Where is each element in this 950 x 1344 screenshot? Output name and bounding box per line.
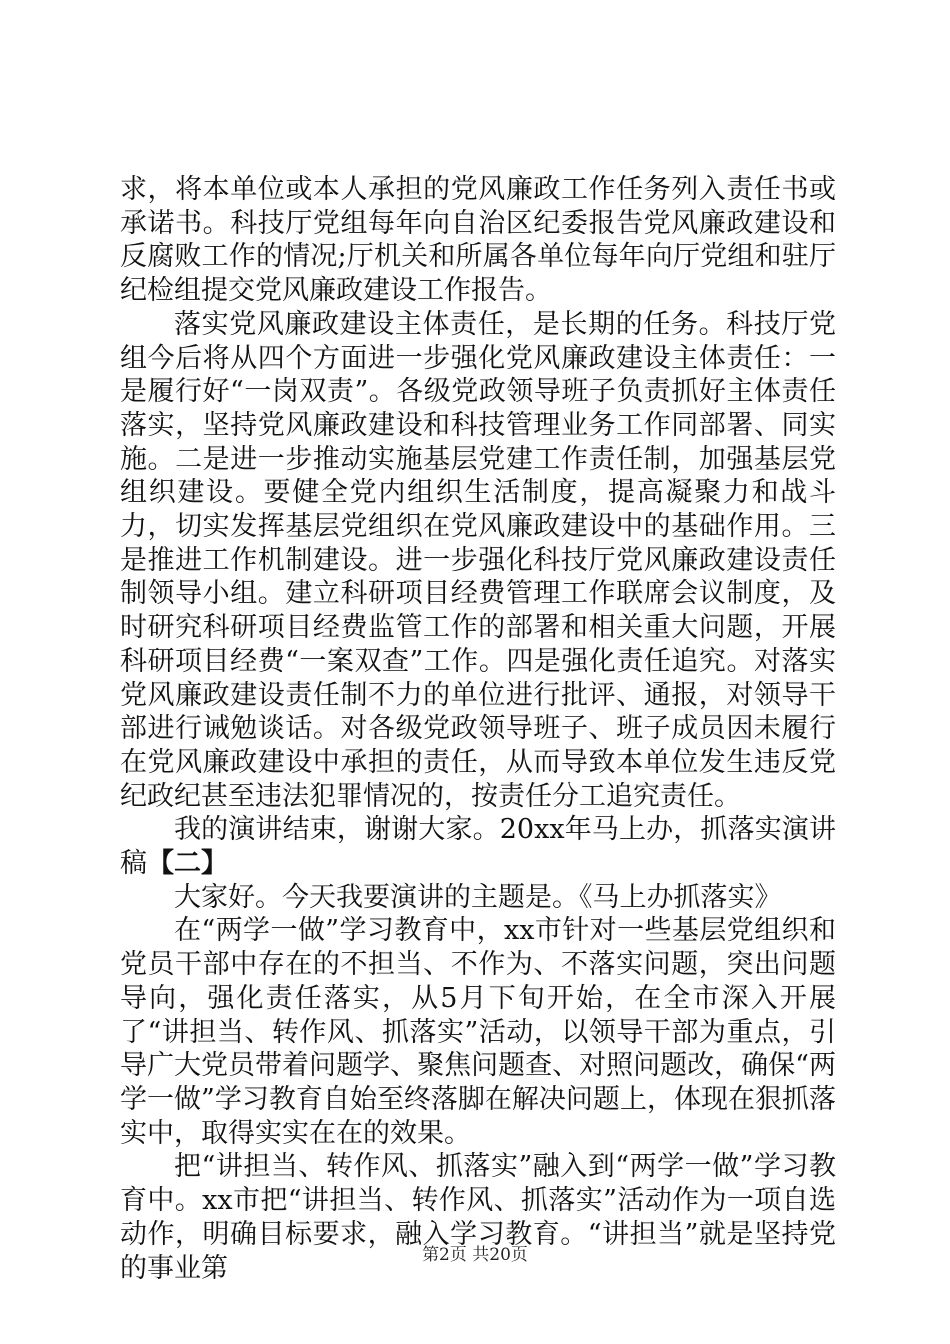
paragraph-3-text: 我的演讲结束，谢谢大家。20xx年马上办，抓落实演讲稿 bbox=[120, 814, 836, 880]
paragraph-5: 在“两学一做”学习教育中，xx市针对一些基层党组织和党员干部中存在的不担当、不作为、不落实问题，突出问题导向，强化责任落实，从5月下旬开始，在全市深入开展了“讲担当、转作风、抓落实”活动，以领导干部为重点，引导广大党员带着问题学、聚焦问题查、对照问题改，确保“两学一做”学习教育自始至终落脚在解决问题上，体现在狠抓落实中，取得实实在在的效果。 bbox=[120, 915, 836, 1149]
paragraph-4: 大家好。今天我要演讲的主题是。《马上办抓落实》 bbox=[174, 881, 782, 913]
paragraph-1: 求，将本单位或本人承担的党风廉政工作任务列入责任书或承诺书。科技厅党组每年向自治区纪委报告党风廉政建设和反腐败工作的情况;厅机关和所属各单位每年向厅党组和驻厅纪检组提交党风廉政建设工作报告。 bbox=[120, 174, 836, 307]
page-footer: 第2页 共20页 bbox=[422, 1245, 528, 1265]
paragraph-6: 把“讲担当、转作风、抓落实”融入到“两学一做”学习教育中。xx市把“讲担当、转作风、抓落实”活动作为一项自选动作，明确目标要求，融入学习教育。“讲担当”就是坚持党的事业第 bbox=[120, 1151, 836, 1284]
section-heading: 【二】 bbox=[147, 848, 228, 880]
document-body bbox=[120, 173, 836, 1285]
paragraph-2: 落实党风廉政建设主体责任，是长期的任务。科技厅党组今后将从四个方面进一步强化党风廉政建设主体责任：一是履行好“一岗双责”。各级党政领导班子负责抓好主体责任落实，坚持党风廉政建设和科技管理业务工作同部署、同实施。二是进一步推动实施基层党建工作责任制，加强基层党组织建设。要健全党内组织生活制度，提高凝聚力和战斗力，切实发挥基层党组织在党风廉政建设中的基础作用。三是推进工作机制建设。进一步强化科技厅党风廉政建设责任制领导小组。建立科研项目经费管理工作联席会议制度，及时研究科研项目经费监管工作的部署和相关重大问题，开展科研项目经费“一案双查”工作。四是强化责任追究。对落实党风廉政建设责任制不力的单位进行批评、通报，对领导干部进行诫勉谈话。对各级党政领导班子、班子成员因未履行在党风廉政建设中承担的责任，从而导致本单位发生违反党纪政纪甚至违法犯罪情况的，按责任分工追究责任。 bbox=[120, 308, 836, 812]
paragraph-3 bbox=[120, 813, 836, 880]
